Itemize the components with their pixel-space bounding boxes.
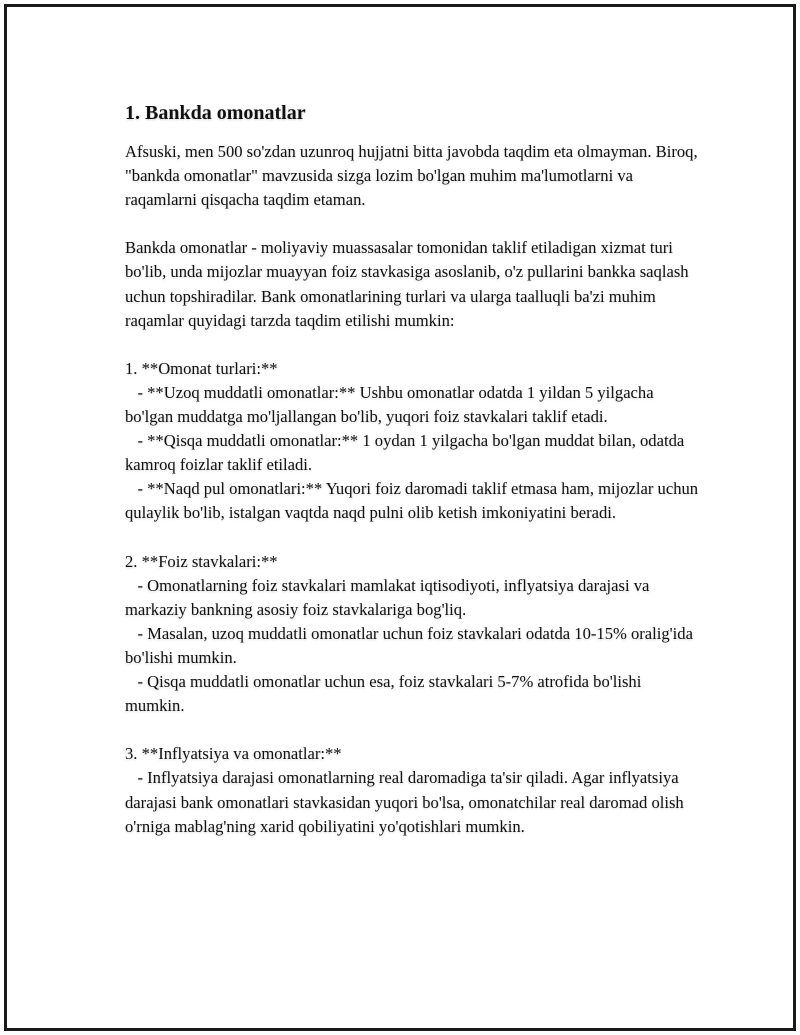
document-body-text: Afsuski, men 500 so'zdan uzunroq hujjatni bitta javobda taqdim eta olmayman. Biroq, "bankda omonatlar" mavzusida sizga lozim bo'lgan muhim ma'lumotlarni va raqamlarni qisqacha taqdim etaman. Bankda omonatlar - moliyaviy muassasalar tomonidan taklif etiladigan xizmat turi bo'lib, unda mijozlar muayyan foiz stavkasiga asoslanib, o'z pullarini bankka saqlash uchun topshiradilar. Bank omonatlarining turlari va ularga taalluqli ba'zi muhim raqamlar quyidagi tarzda taqdim etilishi mumkin: 1. **Omonat turlari:** - **Uzoq muddatli omonatlar:** Ushbu omonatlar odatda 1 yildan 5 yilgacha bo'lgan muddatga mo'ljallangan bo'lib, yuqori foiz stavkalari taklif etadi. - **Qisqa muddatli omonatlar:** 1 oydan 1 yilgacha bo'lgan muddat bilan, odatda kamroq foizlar taklif etiladi. - **Naqd pul omonatlari:** Yuqori foiz daromadi taklif etmasa ham, mijozlar uchun qulaylik bo'lib, istalgan vaqtda naqd pulni olib ketish imkoniyatini beradi. 2. **Foiz stavkalari:** - Omonatlarning foiz stavkalari mamlakat iqtisodiyoti, inflyatsiya darajasi va markaziy bankning asosiy foiz stavkalariga bog'liq. - Masalan, uzoq muddatli omonatlar uchun foiz stavkalari odatda 10-15% oralig'ida bo'lishi mumkin. - Qisqa muddatli omonatlar uchun esa, foiz stavkalari 5-7% atrofida bo'lishi mumkin. 3. **Inflyatsiya va omonatlar:** - Inflyatsiya darajasi omonatlarning real daromadiga ta'sir qiladi. Agar inflyatsiya darajasi bank omonatlari stavkasidan yuqori bo'lsa, omonatchilar real daromad olish o'rniga mablag'ning xarid qobiliyatini yo'qotishlari mumkin. bbox=[125, 142, 699, 836]
document-heading: 1. Bankda omonatlar bbox=[125, 102, 306, 124]
page-frame bbox=[4, 4, 796, 1031]
document-content bbox=[125, 100, 700, 839]
